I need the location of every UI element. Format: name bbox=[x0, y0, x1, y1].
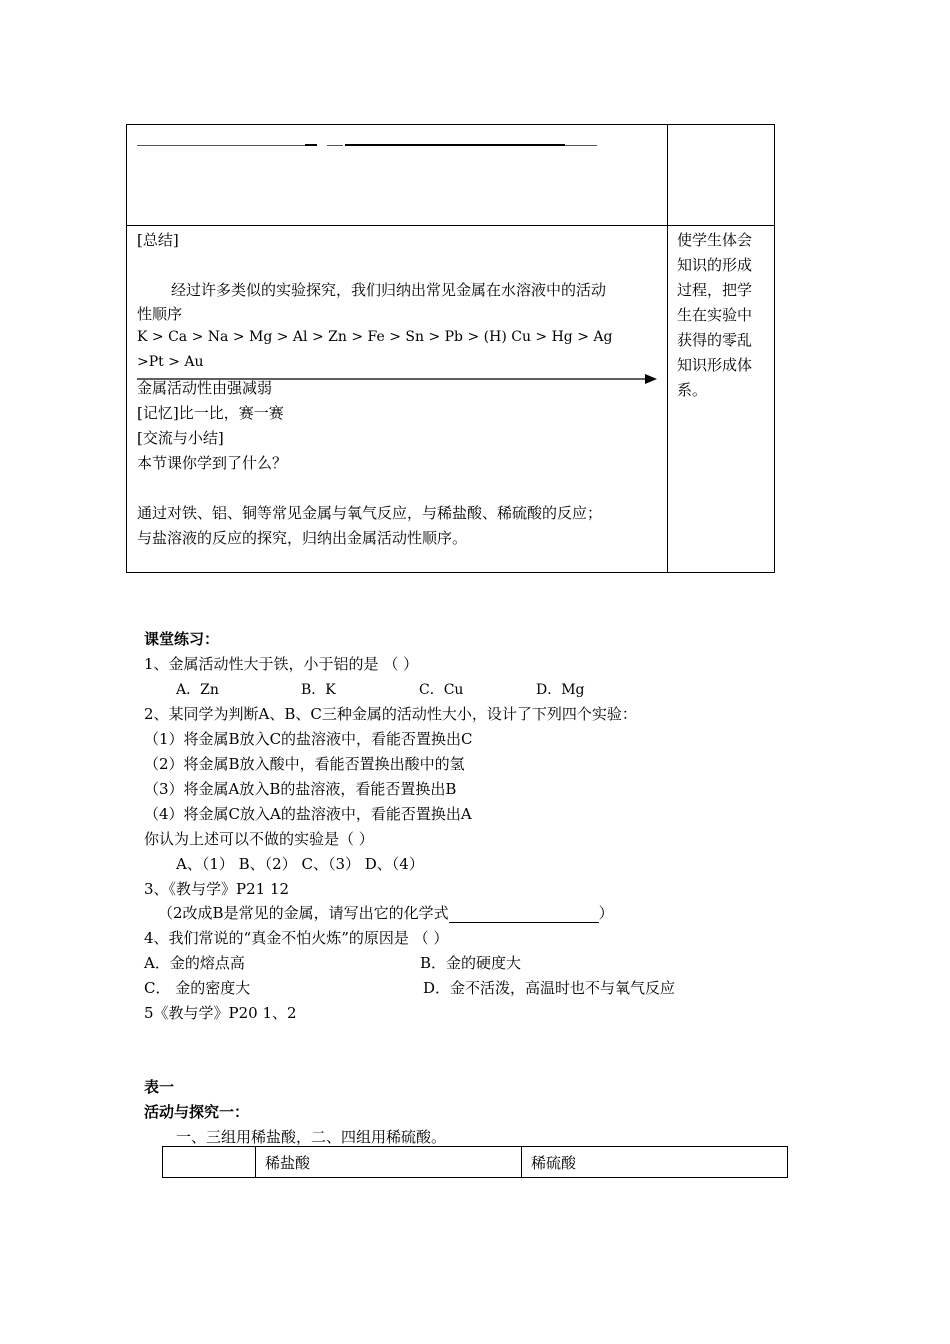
top-rule-3 bbox=[327, 145, 343, 146]
summary-title: [总结] bbox=[137, 231, 179, 249]
side-note-3: 过程，把学 bbox=[677, 281, 753, 299]
column-divider bbox=[667, 125, 668, 572]
row-divider bbox=[127, 225, 774, 226]
question-5: 5《教与学》P20 1、2 bbox=[144, 1004, 297, 1022]
q3-sub-close: ） bbox=[598, 904, 614, 922]
conclusion-line2: 与盐溶液的反应的探究，归纳出金属活动性顺序。 bbox=[137, 529, 468, 547]
side-note-1: 使学生体会 bbox=[677, 231, 753, 249]
q4-option-d: D．金不活泼，高温时也不与氧气反应 bbox=[423, 979, 676, 997]
activity-series-line1: K > Ca > Na > Mg > Al > Zn > Fe > Sn > Pb > (H) Cu > Hg > Ag bbox=[137, 329, 613, 345]
q2-item-4: （4）将金属C放入A的盐溶液中，看能否置换出A bbox=[144, 805, 472, 823]
practice-heading: 课堂练习： bbox=[144, 630, 220, 648]
question-4: 4、我们常说的“真金不怕火炼”的原因是 （ ） bbox=[144, 929, 449, 947]
q4-option-b: B．金的硬度大 bbox=[420, 954, 522, 972]
q4-option-c: C． 金的密度大 bbox=[144, 979, 251, 997]
lesson-table bbox=[126, 124, 775, 573]
q2-ask: 你认为上述可以不做的实验是（ ） bbox=[144, 830, 374, 848]
top-rule-1 bbox=[137, 145, 307, 146]
question-3-sub bbox=[158, 902, 614, 923]
side-note-4: 生在实验中 bbox=[677, 306, 753, 324]
top-rule-5 bbox=[565, 145, 597, 146]
q2-item-1: （1）将金属B放入C的盐溶液中，看能否置换出C bbox=[144, 730, 473, 748]
top-rule-2 bbox=[305, 144, 317, 146]
q1-option-a: A．Zn bbox=[176, 682, 219, 698]
memory-text: [记忆]比一比，赛一赛 bbox=[137, 404, 284, 422]
side-note-2: 知识的形成 bbox=[677, 256, 753, 274]
question-1: 1、金属活动性大于铁，小于铝的是 （ ） bbox=[144, 655, 419, 673]
q3-sub-text: （2改成B是常见的金属，请写出它的化学式 bbox=[158, 904, 449, 922]
q1-option-d: D．Mg bbox=[536, 682, 585, 698]
table-title: 表一 bbox=[144, 1078, 175, 1096]
question-2: 2、某同学为判断A、B、C三种金属的活动性大小，设计了下列四个实验： bbox=[144, 705, 637, 723]
q2-item-3: （3）将金属A放入B的盐溶液，看能否置换出B bbox=[144, 780, 457, 798]
conclusion-line1: 通过对铁、铝、铜等常见金属与氧气反应，与稀盐酸、稀硫酸的反应； bbox=[137, 504, 603, 522]
question-text: 本节课你学到了什么？ bbox=[137, 454, 288, 472]
side-note-7: 系。 bbox=[677, 381, 708, 399]
answer-blank[interactable] bbox=[449, 908, 599, 923]
q2-options: A、（1） B、（2） C、（3） D、（4） bbox=[176, 855, 424, 873]
question-3: 3、《教与学》P21 12 bbox=[144, 880, 290, 898]
activity-instruction: 一、三组用稀盐酸，二、四组用稀硫酸。 bbox=[176, 1128, 447, 1146]
activity-series-line2: >Pt > Au bbox=[137, 354, 204, 370]
q1-option-c: C．Cu bbox=[419, 682, 464, 698]
q1-option-b: B．K bbox=[301, 682, 336, 698]
summary-paragraph-line2: 性顺序 bbox=[137, 305, 183, 323]
table-col-divider-2 bbox=[521, 1147, 522, 1177]
side-note-5: 获得的零乱 bbox=[677, 331, 753, 349]
q2-item-2: （2）将金属B放入酸中，看能否置换出酸中的氢 bbox=[144, 755, 465, 773]
table-header-hydrochloric: 稀盐酸 bbox=[265, 1154, 311, 1172]
table-col-divider-1 bbox=[255, 1147, 256, 1177]
exchange-heading: [交流与小结] bbox=[137, 429, 224, 447]
table-header-sulfuric: 稀硫酸 bbox=[531, 1154, 577, 1172]
side-note-6: 知识形成体 bbox=[677, 356, 753, 374]
q4-option-a: A．金的熔点高 bbox=[144, 954, 245, 972]
trend-text: 金属活动性由强减弱 bbox=[137, 379, 273, 397]
activity-heading: 活动与探究一： bbox=[144, 1103, 250, 1121]
summary-paragraph-line1: 经过许多类似的实验探究，我们归纳出常见金属在水溶液中的活动 bbox=[171, 281, 607, 299]
data-table bbox=[162, 1146, 788, 1178]
top-rule-4 bbox=[345, 144, 565, 146]
